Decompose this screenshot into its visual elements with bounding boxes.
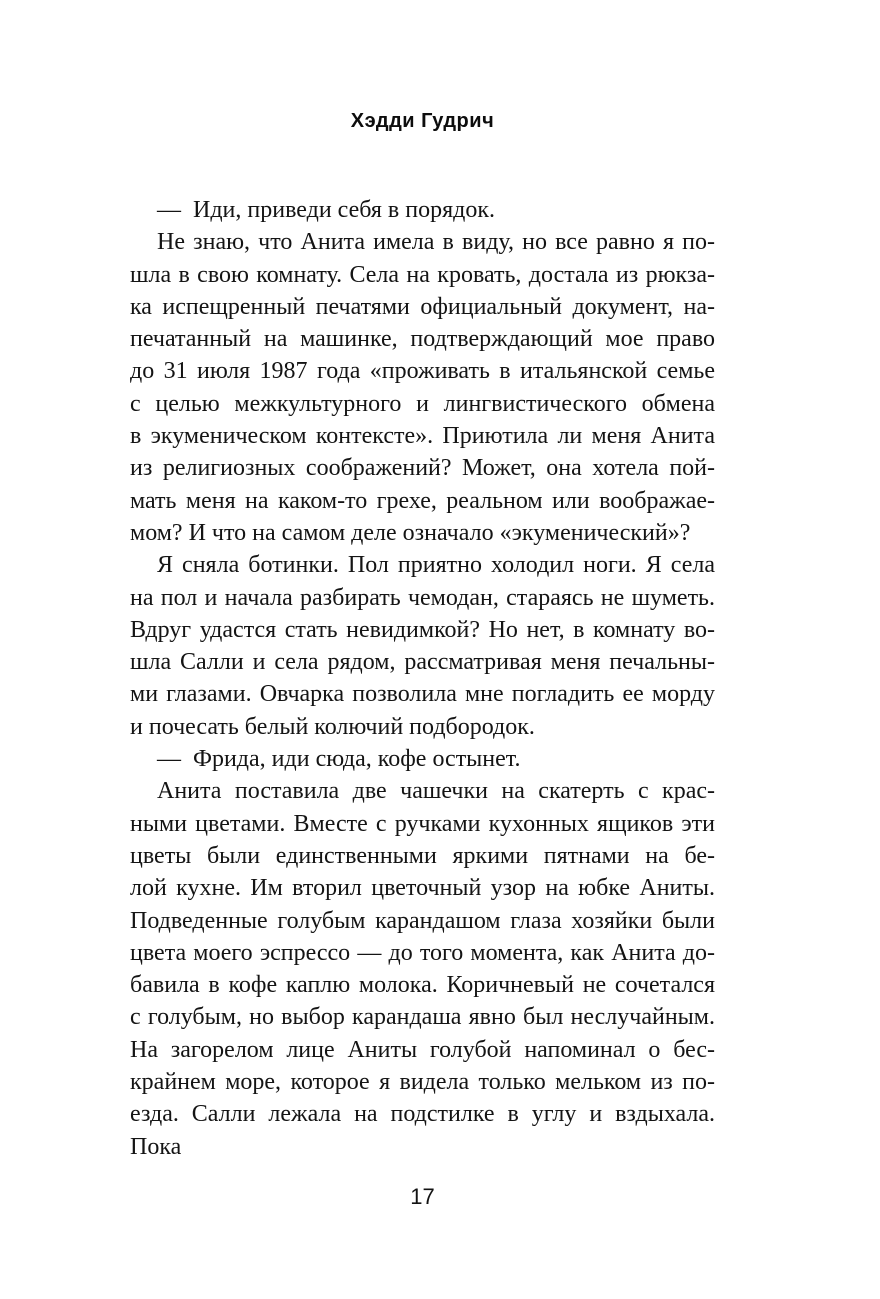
text-line: ми глазами. Овчарка позволила мне погладить ее морду [130, 681, 715, 708]
running-header: Хэдди Гудрич [350, 110, 495, 132]
text-line: лой кухне. Им вторил цветочный узор на юбке Аниты. [130, 875, 715, 902]
text-line: ка испещренный печатями официальный документ, на- [130, 293, 715, 320]
text-line: крайнем море, которое я видела только мельком из по- [130, 1069, 715, 1096]
text-line: езда. Салли лежала на подстилке в углу и вздыхала. Пока [130, 1101, 715, 1160]
text-line: мать меня на каком-то грехе, реальном или воображае- [130, 487, 715, 514]
text-line: до 31 июля 1987 года «проживать в итальянской семье [130, 358, 715, 385]
text-line: Не знаю, что Анита имела в виду, но все равно я по- [157, 229, 715, 256]
page-number: 17 [410, 1184, 435, 1209]
text-line: Вдруг удастся стать невидимкой? Но нет, в комнату во- [130, 616, 715, 643]
text-line: печатанный на машинке, подтверждающий мое право [130, 326, 715, 353]
text-line: Анита поставила две чашечки на скатерть с крас- [157, 778, 715, 805]
text-line: на пол и начала разбирать чемодан, стараясь не шуметь. [130, 584, 715, 611]
text-line: из религиозных соображений? Может, она хотела пой- [130, 455, 715, 482]
text-line: Я сняла ботинки. Пол приятно холодил ноги. Я села [157, 552, 715, 579]
text-line: с голубым, но выбор карандаша явно был неслучайным. [130, 1004, 715, 1031]
text-line: мом? И что на самом деле означало «экуменический»? [130, 519, 691, 546]
text-line: шла в свою комнату. Села на кровать, достала из рюкза- [130, 261, 715, 288]
text-line: и почесать белый колючий подбородок. [130, 713, 535, 740]
body-text [130, 194, 715, 1160]
text-line: цветы были единственными яркими пятнами на бе- [130, 842, 715, 869]
text-line: с целью межкультурного и лингвистического обмена [130, 390, 715, 417]
text-line: — Иди, приведи себя в порядок. [157, 197, 495, 223]
text-line: цвета моего эспрессо — до того момента, как Анита до- [130, 939, 715, 966]
text-line: Подведенные голубым карандашом глаза хозяйки были [130, 907, 715, 934]
text-line: ными цветами. Вместе с ручками кухонных ящиков эти [130, 810, 715, 837]
text-line: — Фрида, иди сюда, кофе остынет. [157, 746, 521, 773]
text-line: шла Салли и села рядом, рассматривая меня печальны- [130, 649, 715, 676]
text-line: бавила в кофе каплю молока. Коричневый не сочетался [130, 972, 715, 999]
text-line: На загорелом лице Аниты голубой напоминал о бес- [130, 1036, 715, 1063]
text-line: в экуменическом контексте». Приютила ли меня Анита [130, 423, 715, 450]
